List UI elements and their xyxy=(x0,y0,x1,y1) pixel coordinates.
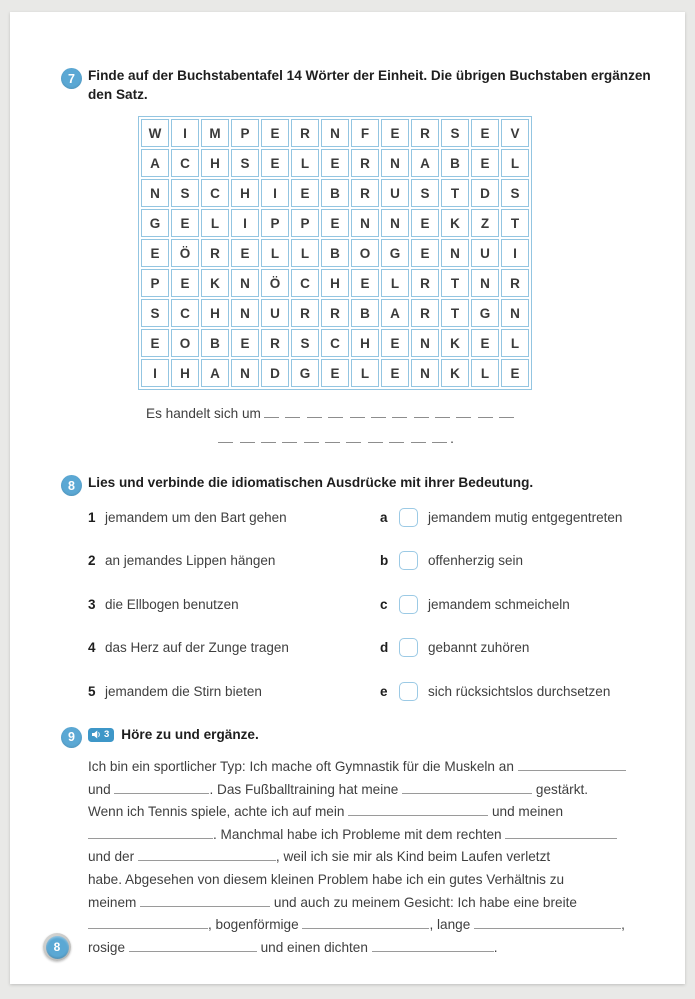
grid-cell: E xyxy=(351,269,379,297)
paragraph-line xyxy=(88,914,662,937)
paragraph-line xyxy=(88,937,662,960)
grid-cell: R xyxy=(201,239,229,267)
fill-in-blank[interactable] xyxy=(140,893,270,907)
fill-in-blank[interactable] xyxy=(88,825,213,839)
grid-cell: B xyxy=(351,299,379,327)
grid-cell: G xyxy=(381,239,409,267)
grid-cell: N xyxy=(471,269,499,297)
grid-cell: P xyxy=(261,209,289,237)
grid-cell: E xyxy=(381,329,409,357)
match-left-item xyxy=(88,684,380,699)
exercise-7-title: Finde auf der Buchstabentafel 14 Wörter der Einheit. Die übrigen Buchstaben ergänzen den Satz. xyxy=(88,68,651,102)
grid-cell: V xyxy=(501,119,529,147)
grid-cell: C xyxy=(321,329,349,357)
answer-letter-slot xyxy=(240,431,255,443)
grid-cell: A xyxy=(381,299,409,327)
grid-cell: S xyxy=(501,179,529,207)
grid-cell: C xyxy=(291,269,319,297)
answer-period: . xyxy=(450,431,454,446)
grid-cell: S xyxy=(171,179,199,207)
grid-cell: E xyxy=(171,209,199,237)
grid-row xyxy=(141,299,529,327)
match-option-letter: c xyxy=(380,596,388,612)
paragraph-text: . Das Fußballtraining hat meine xyxy=(209,781,403,797)
match-item-number: 5 xyxy=(88,683,96,699)
answer-letter-slot xyxy=(261,431,276,443)
grid-cell: L xyxy=(351,359,379,387)
grid-row xyxy=(141,329,529,357)
fill-in-blank[interactable] xyxy=(372,938,494,952)
answer-letter-slot xyxy=(307,406,322,418)
grid-cell: F xyxy=(351,119,379,147)
grid-cell: R xyxy=(501,269,529,297)
answer-letter-slot xyxy=(432,431,447,443)
exercise-8-number-badge: 8 xyxy=(61,475,82,496)
gap-fill-paragraph xyxy=(88,756,662,959)
match-option-text: jemandem mutig entgegentreten xyxy=(428,509,623,525)
paragraph-text: Wenn ich Tennis spiele, achte ich auf mein xyxy=(88,804,349,820)
paragraph-text: gestärkt. xyxy=(532,781,589,797)
match-answer-box[interactable] xyxy=(399,682,418,701)
grid-cell: U xyxy=(471,239,499,267)
grid-cell: E xyxy=(381,359,409,387)
grid-cell: L xyxy=(381,269,409,297)
answer-line-1[interactable] xyxy=(146,406,685,421)
fill-in-blank[interactable] xyxy=(518,757,626,771)
grid-cell: E xyxy=(471,149,499,177)
grid-row xyxy=(141,119,529,147)
grid-cell: N xyxy=(321,119,349,147)
grid-cell: T xyxy=(441,179,469,207)
answer-letter-slot xyxy=(389,431,404,443)
paragraph-line xyxy=(88,892,662,915)
paragraph-text: , xyxy=(621,917,625,933)
grid-cell: E xyxy=(321,149,349,177)
grid-cell: P xyxy=(231,119,259,147)
grid-row xyxy=(141,269,529,297)
exercise-8 xyxy=(10,474,685,701)
grid-cell: E xyxy=(501,359,529,387)
grid-cell: H xyxy=(351,329,379,357)
paragraph-line xyxy=(88,846,662,869)
grid-cell: S xyxy=(411,179,439,207)
answer-line-2[interactable] xyxy=(215,430,685,448)
grid-cell: E xyxy=(471,329,499,357)
grid-cell: E xyxy=(171,269,199,297)
paragraph-text: und der xyxy=(88,849,138,865)
grid-cell: R xyxy=(351,149,379,177)
grid-cell: N xyxy=(231,359,259,387)
match-answer-box[interactable] xyxy=(399,551,418,570)
grid-row xyxy=(141,149,529,177)
match-option-text: sich rücksichtslos durchsetzen xyxy=(428,683,611,699)
grid-cell: O xyxy=(351,239,379,267)
paragraph-text: und auch zu meinem Gesicht: Ich habe eine breite xyxy=(270,894,577,910)
answer-letter-slot xyxy=(456,406,471,418)
fill-in-blank[interactable] xyxy=(114,780,209,794)
answer-letter-slot xyxy=(325,431,340,443)
grid-row xyxy=(141,179,529,207)
grid-cell: E xyxy=(141,239,169,267)
answer-letter-slot xyxy=(368,431,383,443)
grid-cell: E xyxy=(411,239,439,267)
answer-letter-slot xyxy=(285,406,300,418)
answer-letter-slot xyxy=(264,406,279,418)
grid-cell: W xyxy=(141,119,169,147)
paragraph-text: habe. Abgesehen von diesem kleinen Problem habe ich ein gutes Verhältnis zu xyxy=(88,871,565,887)
grid-cell: S xyxy=(231,149,259,177)
grid-cell: L xyxy=(501,149,529,177)
grid-cell: H xyxy=(231,179,259,207)
grid-cell: H xyxy=(171,359,199,387)
exercise-7-number-badge: 7 xyxy=(61,68,82,89)
match-item-text: jemandem um den Bart gehen xyxy=(105,509,287,525)
grid-cell: Ö xyxy=(171,239,199,267)
grid-cell: G xyxy=(141,209,169,237)
paragraph-text: , weil ich sie mir als Kind beim Laufen verletzt xyxy=(275,849,551,865)
grid-cell: M xyxy=(201,119,229,147)
grid-cell: Ö xyxy=(261,269,289,297)
grid-cell: K xyxy=(201,269,229,297)
grid-cell: L xyxy=(291,149,319,177)
grid-cell: T xyxy=(441,269,469,297)
grid-row xyxy=(141,359,529,387)
grid-cell: E xyxy=(261,119,289,147)
grid-cell: B xyxy=(321,179,349,207)
answer-letter-slot xyxy=(328,406,343,418)
audio-track-number: 3 xyxy=(104,729,110,740)
grid-row xyxy=(141,239,529,267)
audio-track-chip[interactable] xyxy=(88,728,114,742)
match-answer-box[interactable] xyxy=(399,508,418,527)
grid-cell: R xyxy=(411,269,439,297)
match-item-number: 1 xyxy=(88,509,96,525)
grid-cell: T xyxy=(441,299,469,327)
answer-letter-slot xyxy=(435,406,450,418)
grid-cell: E xyxy=(231,329,259,357)
grid-cell: B xyxy=(441,149,469,177)
paragraph-line xyxy=(88,779,662,802)
match-item-number: 3 xyxy=(88,596,96,612)
grid-cell: O xyxy=(171,329,199,357)
answer-letter-slot xyxy=(371,406,386,418)
paragraph-text: und einen dichten xyxy=(256,939,372,955)
grid-cell: E xyxy=(321,359,349,387)
grid-cell: C xyxy=(171,299,199,327)
exercise-9 xyxy=(10,726,685,960)
page-number-coin xyxy=(43,933,71,961)
grid-cell: N xyxy=(411,359,439,387)
exercise-7 xyxy=(10,12,685,448)
grid-cell: E xyxy=(471,119,499,147)
match-row xyxy=(88,551,685,570)
grid-cell: G xyxy=(291,359,319,387)
match-option-letter: d xyxy=(380,640,389,655)
grid-cell: N xyxy=(441,239,469,267)
grid-cell: G xyxy=(471,299,499,327)
grid-row xyxy=(141,209,529,237)
grid-cell: K xyxy=(441,359,469,387)
match-option-letter: e xyxy=(380,683,388,699)
fill-in-blank[interactable] xyxy=(88,915,208,929)
match-item-text: an jemandes Lippen hängen xyxy=(105,553,276,568)
grid-cell: N xyxy=(231,269,259,297)
grid-cell: E xyxy=(411,209,439,237)
grid-cell: N xyxy=(141,179,169,207)
grid-cell: H xyxy=(201,149,229,177)
grid-cell: L xyxy=(471,359,499,387)
match-right-item xyxy=(380,638,529,657)
grid-cell: N xyxy=(411,329,439,357)
page-number: 8 xyxy=(46,936,69,959)
answer-letter-slot xyxy=(392,406,407,418)
grid-cell: L xyxy=(201,209,229,237)
paragraph-line xyxy=(88,756,662,779)
paragraph-text: meinem xyxy=(88,894,141,910)
grid-cell: C xyxy=(201,179,229,207)
grid-cell: I xyxy=(171,119,199,147)
grid-cell: D xyxy=(471,179,499,207)
match-option-letter: a xyxy=(380,509,388,525)
grid-cell: N xyxy=(501,299,529,327)
paragraph-line xyxy=(88,824,662,847)
grid-cell: I xyxy=(141,359,169,387)
grid-cell: K xyxy=(441,329,469,357)
grid-cell: U xyxy=(261,299,289,327)
paragraph-text: Ich bin ein sportlicher Typ: Ich mache oft Gymnastik für die Muskeln an xyxy=(88,759,518,774)
grid-cell: U xyxy=(381,179,409,207)
answer-letter-slot xyxy=(346,431,361,443)
answer-letter-slot xyxy=(411,431,426,443)
match-right-item xyxy=(380,595,570,614)
match-right-item xyxy=(380,551,523,570)
grid-cell: R xyxy=(291,119,319,147)
match-right-item xyxy=(380,682,610,701)
grid-cell: R xyxy=(411,299,439,327)
grid-cell: R xyxy=(351,179,379,207)
fill-in-blank[interactable] xyxy=(129,938,257,952)
grid-cell: N xyxy=(381,149,409,177)
answer-letter-slot xyxy=(478,406,493,418)
grid-cell: A xyxy=(411,149,439,177)
answer-letter-slot xyxy=(350,406,365,418)
grid-cell: I xyxy=(231,209,259,237)
match-right-item xyxy=(380,508,622,527)
grid-cell: S xyxy=(291,329,319,357)
grid-cell: A xyxy=(201,359,229,387)
match-answer-box[interactable] xyxy=(399,595,418,614)
answer-letter-slot xyxy=(499,406,514,418)
grid-cell: K xyxy=(441,209,469,237)
grid-cell: R xyxy=(261,329,289,357)
answer-prompt: Es handelt sich um xyxy=(146,406,261,421)
grid-cell: I xyxy=(501,239,529,267)
match-item-number: 2 xyxy=(88,553,96,568)
paragraph-text: . Manchmal habe ich Probleme mit dem rechten xyxy=(213,826,506,842)
match-item-text: die Ellbogen benutzen xyxy=(105,596,239,612)
exercise-9-title: Höre zu und ergänze. xyxy=(121,726,259,742)
grid-cell: S xyxy=(441,119,469,147)
match-item-text: jemandem die Stirn bieten xyxy=(105,683,262,699)
paragraph-line xyxy=(88,801,662,824)
grid-cell: N xyxy=(231,299,259,327)
grid-cell: L xyxy=(261,239,289,267)
grid-cell: Z xyxy=(471,209,499,237)
fill-in-blank[interactable] xyxy=(138,847,276,861)
grid-cell: L xyxy=(291,239,319,267)
match-row xyxy=(88,638,685,657)
fill-in-blank[interactable] xyxy=(302,915,429,929)
workbook-page xyxy=(10,12,685,984)
paragraph-text: , lange xyxy=(429,917,475,933)
answer-letter-slot xyxy=(414,406,429,418)
exercise-9-number-badge: 9 xyxy=(61,727,82,748)
grid-cell: L xyxy=(501,329,529,357)
paragraph-text: , bogenförmige xyxy=(208,917,303,933)
match-option-text: jemandem schmeicheln xyxy=(428,596,570,612)
grid-cell: N xyxy=(381,209,409,237)
grid-cell: B xyxy=(321,239,349,267)
letter-grid xyxy=(138,116,532,390)
grid-cell: E xyxy=(291,179,319,207)
grid-cell: H xyxy=(321,269,349,297)
speaker-icon xyxy=(92,730,101,739)
grid-cell: N xyxy=(351,209,379,237)
grid-cell: S xyxy=(141,299,169,327)
grid-cell: R xyxy=(411,119,439,147)
match-option-letter: b xyxy=(380,553,389,568)
answer-letter-slot xyxy=(282,431,297,443)
fill-in-blank[interactable] xyxy=(474,915,621,929)
match-option-text: offenherzig sein xyxy=(428,553,524,568)
matching-list xyxy=(88,508,685,701)
grid-cell: E xyxy=(141,329,169,357)
grid-cell: I xyxy=(261,179,289,207)
grid-cell: D xyxy=(261,359,289,387)
grid-cell: P xyxy=(291,209,319,237)
paragraph-text: und xyxy=(88,781,115,797)
grid-cell: E xyxy=(381,119,409,147)
match-left-item xyxy=(88,640,380,655)
grid-cell: H xyxy=(201,299,229,327)
match-left-item xyxy=(88,553,380,568)
match-answer-box[interactable] xyxy=(399,638,418,657)
grid-cell: A xyxy=(141,149,169,177)
match-row xyxy=(88,508,685,527)
grid-cell: B xyxy=(201,329,229,357)
grid-cell: P xyxy=(141,269,169,297)
fill-in-blank[interactable] xyxy=(505,825,617,839)
fill-in-blank[interactable] xyxy=(348,802,488,816)
match-row xyxy=(88,682,685,701)
match-left-item xyxy=(88,597,380,612)
paragraph-text: rosige xyxy=(88,939,129,955)
grid-cell: C xyxy=(171,149,199,177)
match-option-text: gebannt zuhören xyxy=(428,640,530,655)
match-left-item xyxy=(88,510,380,525)
paragraph-text: . xyxy=(493,939,498,955)
exercise-8-title: Lies und verbinde die idiomatischen Ausdrücke mit ihrer Bedeutung. xyxy=(88,475,534,490)
grid-cell: E xyxy=(321,209,349,237)
grid-cell: R xyxy=(291,299,319,327)
grid-cell: E xyxy=(261,149,289,177)
paragraph-line xyxy=(88,869,662,892)
answer-letter-slot xyxy=(218,431,233,443)
answer-letter-slot xyxy=(304,431,319,443)
match-row xyxy=(88,595,685,614)
match-item-number: 4 xyxy=(88,640,96,655)
grid-cell: R xyxy=(321,299,349,327)
fill-in-blank[interactable] xyxy=(402,780,532,794)
grid-cell: T xyxy=(501,209,529,237)
match-item-text: das Herz auf der Zunge tragen xyxy=(105,640,289,655)
grid-cell: E xyxy=(231,239,259,267)
paragraph-text: und meinen xyxy=(488,804,564,820)
